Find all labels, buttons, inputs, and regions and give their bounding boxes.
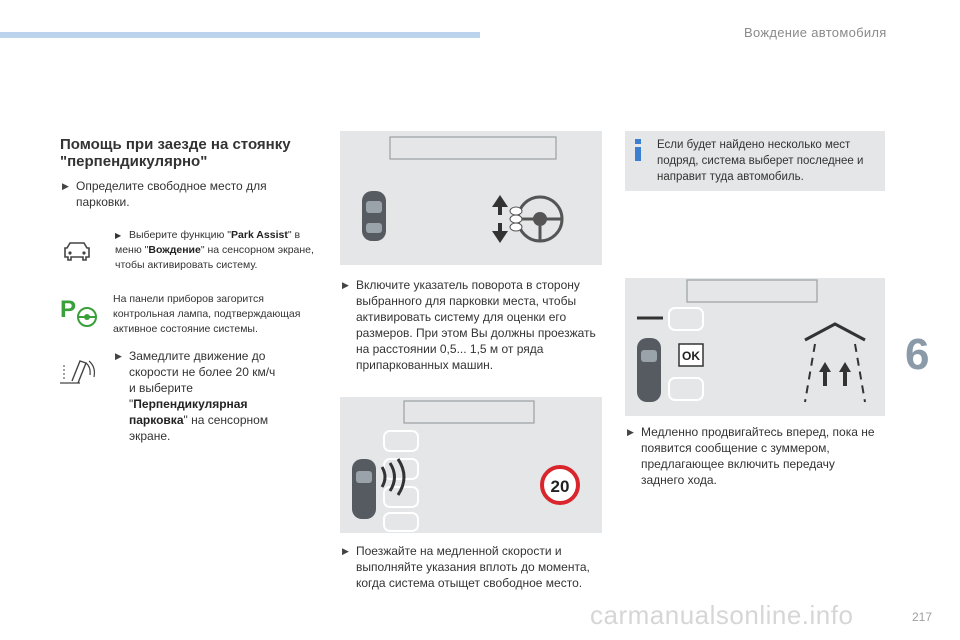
step-select-function: ▶ Выберите функцию "Park Assist" в меню "Вождение" на сенсорном экране, чтобы активировать систему. bbox=[115, 229, 314, 271]
chapter-tab-number: 6 bbox=[905, 330, 930, 379]
car-top-view-icon bbox=[637, 338, 661, 402]
info-note-box bbox=[625, 131, 885, 191]
hand-icon bbox=[510, 207, 522, 231]
parking-sensor-icon bbox=[58, 355, 100, 387]
car-icon bbox=[62, 240, 92, 262]
ok-label: OK bbox=[682, 349, 700, 363]
page-number: 217 bbox=[912, 610, 933, 624]
ok-badge bbox=[679, 344, 703, 366]
lamp-note: На панели приборов загорится контрольная лампа, подтверждающая активное состояние системы. bbox=[113, 293, 301, 335]
bullet-icon: ▶ bbox=[115, 231, 122, 240]
park-assist-lamp-icon bbox=[60, 295, 100, 329]
step-define-space bbox=[62, 178, 302, 210]
menu-item-park-assist: Park Assist bbox=[231, 229, 288, 241]
section-title: Помощь при заезде на стоянку "перпендикулярно" bbox=[60, 136, 291, 170]
bullet-icon: ▶ bbox=[62, 181, 69, 191]
header-accent-bar bbox=[0, 32, 480, 38]
car-top-view-icon bbox=[362, 191, 386, 241]
illustration-drive-slowly bbox=[340, 397, 602, 533]
option-perpendicular-parking: Перпендикулярная парковка bbox=[129, 397, 248, 427]
illustration-drive-forward bbox=[625, 278, 885, 416]
step-drive-forward: ▶ Медленно продвигайтесь вперед, пока не появится сообщение с зуммером, предлагающее включить передачу заднего хода. bbox=[627, 425, 875, 487]
step-drive-slowly: ▶ Поезжайте на медленной скорости и выполняйте указания вплоть до момента, когда система отыщет свободное место. bbox=[342, 544, 590, 590]
step-text: Определите свободное место для парковки. bbox=[76, 179, 267, 209]
steering-wheel-icon bbox=[518, 197, 562, 241]
car-top-view-icon bbox=[352, 459, 376, 519]
speed-sign-label: 20 bbox=[550, 477, 570, 496]
chapter-title: Вождение автомобиля bbox=[744, 25, 887, 40]
info-note-text: Если будет найдено несколько мест подряд, система выберет последнее и направит туда автомобиль. bbox=[657, 139, 864, 183]
svg-text:P: P bbox=[60, 296, 77, 323]
speed-limit-sign bbox=[542, 467, 578, 503]
menu-name-driving: Вождение bbox=[148, 244, 201, 256]
step-turn-signal: ▶ Включите указатель поворота в сторону выбранного для парковки места, чтобы активировать систему для оценки его размеров. При этом Вы должны проезжать на расстоянии 0,5... 1,5 м от ряда припаркованных машин. bbox=[342, 278, 596, 372]
turn-signal-arrows-icon bbox=[492, 195, 508, 243]
bullet-icon: ▶ bbox=[115, 351, 122, 361]
info-icon bbox=[633, 139, 643, 161]
camera-guide-lines-icon bbox=[805, 324, 865, 402]
illustration-turn-signal bbox=[340, 131, 602, 265]
bullet-icon: ▶ bbox=[342, 546, 349, 556]
watermark: carmanualsonline.info bbox=[590, 600, 854, 630]
step-slow-down: ▶ Замедлите движение до скорости не более 20 км/ч и выберите "Перпендикулярная парковка" на сенсорном экране. bbox=[115, 349, 276, 443]
bullet-icon: ▶ bbox=[627, 427, 634, 437]
bullet-icon: ▶ bbox=[342, 280, 349, 290]
